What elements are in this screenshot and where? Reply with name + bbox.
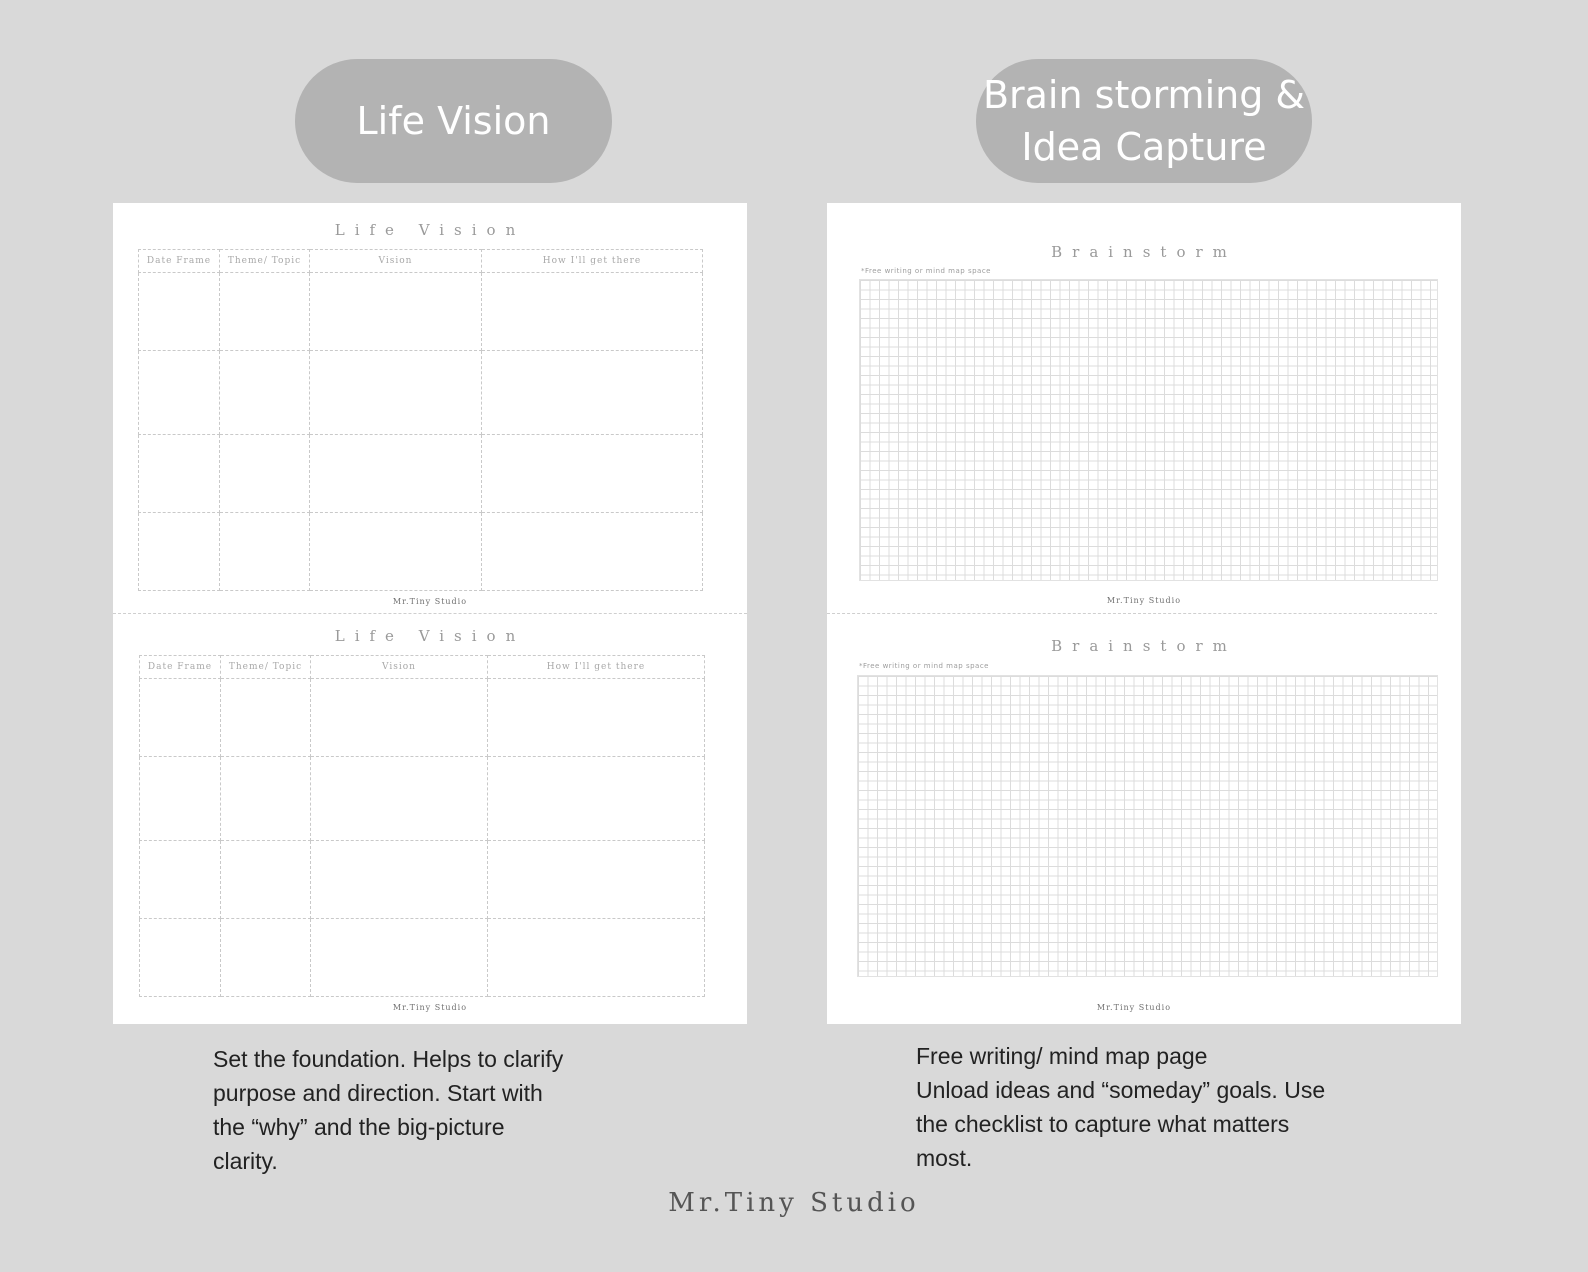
table-cell[interactable] (488, 757, 705, 841)
table-cell[interactable] (482, 273, 703, 351)
life-vision-pill-label: Life Vision (356, 99, 551, 143)
brainstorming-pill (976, 59, 1312, 183)
column-header: How I'll get there (488, 656, 705, 679)
page-title: Brainstorm (1051, 243, 1237, 261)
table-cell[interactable] (220, 435, 310, 513)
page-title: Brainstorm (1051, 637, 1237, 655)
column-header: How I'll get there (482, 250, 703, 273)
table-cell[interactable] (310, 513, 482, 591)
life-vision-table (139, 655, 705, 997)
table-cell[interactable] (488, 919, 705, 997)
brainstorm-description: Free writing/ mind map page Unload ideas and “someday” goals. Use the checklist to capture what matters most. (916, 1043, 1326, 1171)
table-cell[interactable] (221, 919, 311, 997)
column-header: Date Frame (140, 656, 221, 679)
table-cell[interactable] (139, 351, 220, 435)
table-cell[interactable] (482, 351, 703, 435)
table-cell[interactable] (220, 513, 310, 591)
grid-note: *Free writing or mind map space (861, 267, 991, 275)
table-cell[interactable] (310, 273, 482, 351)
table-cell[interactable] (140, 919, 221, 997)
table-row (140, 757, 705, 841)
table-cell[interactable] (482, 513, 703, 591)
page-title: Life Vision (334, 627, 526, 645)
table-cell[interactable] (488, 679, 705, 757)
table-row (140, 841, 705, 919)
table-cell[interactable] (310, 351, 482, 435)
table-cell[interactable] (220, 273, 310, 351)
column-header: Vision (310, 250, 482, 273)
table-row (139, 351, 703, 435)
table-cell[interactable] (311, 841, 488, 919)
table-cell[interactable] (139, 435, 220, 513)
column-header: Date Frame (139, 250, 220, 273)
table-cell[interactable] (488, 841, 705, 919)
page-brand: Mr.Tiny Studio (392, 1003, 468, 1012)
life-vision-pill (295, 59, 612, 183)
grid-note: *Free writing or mind map space (859, 662, 989, 670)
table-header-row (139, 250, 703, 273)
page-divider (827, 613, 1437, 614)
footer-brand: Mr.Tiny Studio (668, 1188, 920, 1218)
page-title: Life Vision (334, 221, 526, 239)
page-divider (113, 613, 747, 614)
table-header-row (140, 656, 705, 679)
table-cell[interactable] (482, 435, 703, 513)
column-header: Theme/ Topic (221, 656, 311, 679)
table-row (140, 679, 705, 757)
brainstorm-grid[interactable] (857, 675, 1438, 977)
table-cell[interactable] (139, 513, 220, 591)
table-cell[interactable] (221, 757, 311, 841)
column-header: Theme/ Topic (220, 250, 310, 273)
table-row (139, 273, 703, 351)
table-cell[interactable] (140, 679, 221, 757)
life-vision-table (138, 249, 703, 591)
table-cell[interactable] (310, 435, 482, 513)
table-cell[interactable] (220, 351, 310, 435)
page-brand: Mr.Tiny Studio (392, 597, 468, 606)
page-brand: Mr.Tiny Studio (1096, 1003, 1172, 1012)
brainstorm-grid[interactable] (859, 279, 1438, 581)
table-cell[interactable] (311, 919, 488, 997)
life-vision-description: Set the foundation. Helps to clarify purpose and direction. Start with the “why” and the big-picture clarity. (213, 1046, 564, 1174)
table-cell[interactable] (140, 757, 221, 841)
table-cell[interactable] (139, 273, 220, 351)
page-brand: Mr.Tiny Studio (1106, 596, 1182, 605)
table-cell[interactable] (311, 679, 488, 757)
table-row (140, 919, 705, 997)
brainstorming-pill-label: Brain storming & Idea Capture (982, 73, 1306, 169)
table-cell[interactable] (221, 841, 311, 919)
table-cell[interactable] (221, 679, 311, 757)
column-header: Vision (311, 656, 488, 679)
table-row (139, 435, 703, 513)
table-cell[interactable] (140, 841, 221, 919)
table-row (139, 513, 703, 591)
brainstorm-sheet (827, 203, 1461, 1024)
table-cell[interactable] (311, 757, 488, 841)
life-vision-sheet (113, 203, 747, 1024)
